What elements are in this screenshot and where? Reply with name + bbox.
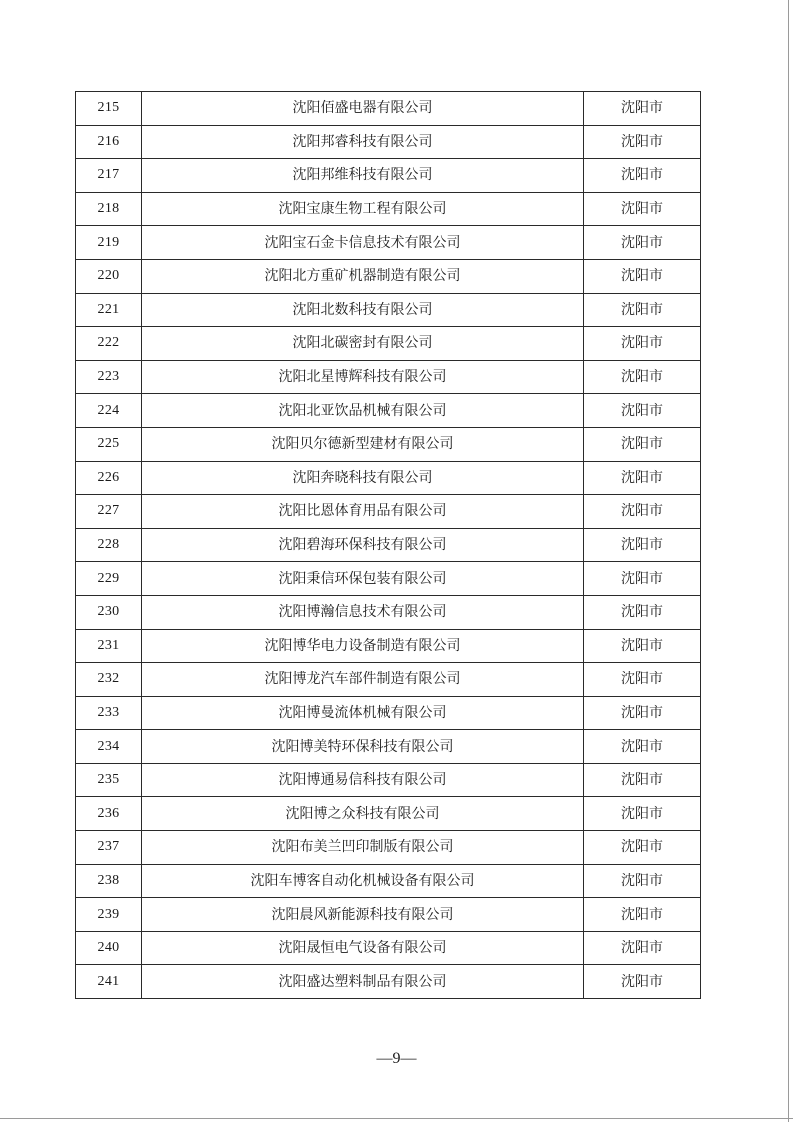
row-number: 223	[76, 360, 142, 394]
city-name: 沈阳市	[584, 259, 701, 293]
row-number: 241	[76, 965, 142, 999]
city-name: 沈阳市	[584, 495, 701, 529]
company-name: 沈阳博瀚信息技术有限公司	[142, 595, 584, 629]
company-name: 沈阳北数科技有限公司	[142, 293, 584, 327]
row-number: 232	[76, 663, 142, 697]
company-name: 沈阳碧海环保科技有限公司	[142, 528, 584, 562]
city-name: 沈阳市	[584, 159, 701, 193]
table-row	[76, 327, 701, 361]
row-number: 222	[76, 327, 142, 361]
row-number: 228	[76, 528, 142, 562]
table-row	[76, 461, 701, 495]
table-row	[76, 595, 701, 629]
table-row	[76, 763, 701, 797]
row-number: 224	[76, 394, 142, 428]
table-row	[76, 259, 701, 293]
city-name: 沈阳市	[584, 293, 701, 327]
row-number: 229	[76, 562, 142, 596]
company-name: 沈阳北星博辉科技有限公司	[142, 360, 584, 394]
row-number: 227	[76, 495, 142, 529]
row-number: 217	[76, 159, 142, 193]
page-number: —9—	[376, 1050, 417, 1067]
row-number: 225	[76, 427, 142, 461]
table-row	[76, 562, 701, 596]
city-name: 沈阳市	[584, 360, 701, 394]
row-number: 234	[76, 730, 142, 764]
row-number: 231	[76, 629, 142, 663]
company-name: 沈阳晟恒电气设备有限公司	[142, 931, 584, 965]
table-row	[76, 360, 701, 394]
company-name: 沈阳奔晓科技有限公司	[142, 461, 584, 495]
city-name: 沈阳市	[584, 898, 701, 932]
table-row	[76, 427, 701, 461]
table-row	[76, 831, 701, 865]
table-row	[76, 92, 701, 126]
table-row	[76, 226, 701, 260]
city-name: 沈阳市	[584, 931, 701, 965]
table-row	[76, 629, 701, 663]
table-row	[76, 898, 701, 932]
row-number: 235	[76, 763, 142, 797]
city-name: 沈阳市	[584, 192, 701, 226]
company-name: 沈阳北碳密封有限公司	[142, 327, 584, 361]
city-name: 沈阳市	[584, 327, 701, 361]
city-name: 沈阳市	[584, 528, 701, 562]
city-name: 沈阳市	[584, 461, 701, 495]
row-number: 219	[76, 226, 142, 260]
table-row	[76, 730, 701, 764]
table-row	[76, 495, 701, 529]
page-edge-right	[788, 0, 789, 1122]
city-name: 沈阳市	[584, 663, 701, 697]
company-name: 沈阳宝石金卡信息技术有限公司	[142, 226, 584, 260]
row-number: 226	[76, 461, 142, 495]
company-list-table	[75, 91, 701, 999]
company-name: 沈阳佰盛电器有限公司	[142, 92, 584, 126]
table-row	[76, 663, 701, 697]
row-number: 239	[76, 898, 142, 932]
city-name: 沈阳市	[584, 797, 701, 831]
table-row	[76, 931, 701, 965]
row-number: 220	[76, 259, 142, 293]
city-name: 沈阳市	[584, 226, 701, 260]
company-name: 沈阳比恩体育用品有限公司	[142, 495, 584, 529]
company-name: 沈阳博通易信科技有限公司	[142, 763, 584, 797]
company-name: 沈阳布美兰凹印制版有限公司	[142, 831, 584, 865]
row-number: 218	[76, 192, 142, 226]
city-name: 沈阳市	[584, 394, 701, 428]
company-name: 沈阳博曼流体机械有限公司	[142, 696, 584, 730]
table-row	[76, 864, 701, 898]
city-name: 沈阳市	[584, 763, 701, 797]
company-name: 沈阳博华电力设备制造有限公司	[142, 629, 584, 663]
row-number: 221	[76, 293, 142, 327]
company-name: 沈阳贝尔德新型建材有限公司	[142, 427, 584, 461]
row-number: 215	[76, 92, 142, 126]
city-name: 沈阳市	[584, 427, 701, 461]
table-row	[76, 293, 701, 327]
city-name: 沈阳市	[584, 562, 701, 596]
table-row	[76, 797, 701, 831]
row-number: 240	[76, 931, 142, 965]
company-name: 沈阳秉信环保包装有限公司	[142, 562, 584, 596]
company-list-body	[76, 92, 701, 999]
city-name: 沈阳市	[584, 831, 701, 865]
company-name: 沈阳宝康生物工程有限公司	[142, 192, 584, 226]
company-name: 沈阳盛达塑料制品有限公司	[142, 965, 584, 999]
row-number: 233	[76, 696, 142, 730]
company-name: 沈阳博之众科技有限公司	[142, 797, 584, 831]
city-name: 沈阳市	[584, 595, 701, 629]
row-number: 238	[76, 864, 142, 898]
city-name: 沈阳市	[584, 92, 701, 126]
row-number: 230	[76, 595, 142, 629]
company-name: 沈阳邦维科技有限公司	[142, 159, 584, 193]
row-number: 237	[76, 831, 142, 865]
city-name: 沈阳市	[584, 730, 701, 764]
city-name: 沈阳市	[584, 696, 701, 730]
row-number: 216	[76, 125, 142, 159]
city-name: 沈阳市	[584, 125, 701, 159]
table-row	[76, 394, 701, 428]
city-name: 沈阳市	[584, 965, 701, 999]
table-row	[76, 965, 701, 999]
table-row	[76, 528, 701, 562]
company-name: 沈阳博龙汽车部件制造有限公司	[142, 663, 584, 697]
row-number: 236	[76, 797, 142, 831]
city-name: 沈阳市	[584, 864, 701, 898]
city-name: 沈阳市	[584, 629, 701, 663]
table-row	[76, 159, 701, 193]
company-name: 沈阳北方重矿机器制造有限公司	[142, 259, 584, 293]
company-name: 沈阳邦睿科技有限公司	[142, 125, 584, 159]
page-edge-bottom	[0, 1118, 793, 1119]
company-name: 沈阳北亚饮品机械有限公司	[142, 394, 584, 428]
table-row	[76, 192, 701, 226]
company-name: 沈阳博美特环保科技有限公司	[142, 730, 584, 764]
company-name: 沈阳车博客自动化机械设备有限公司	[142, 864, 584, 898]
company-name: 沈阳晨风新能源科技有限公司	[142, 898, 584, 932]
table-row	[76, 696, 701, 730]
table-row	[76, 125, 701, 159]
